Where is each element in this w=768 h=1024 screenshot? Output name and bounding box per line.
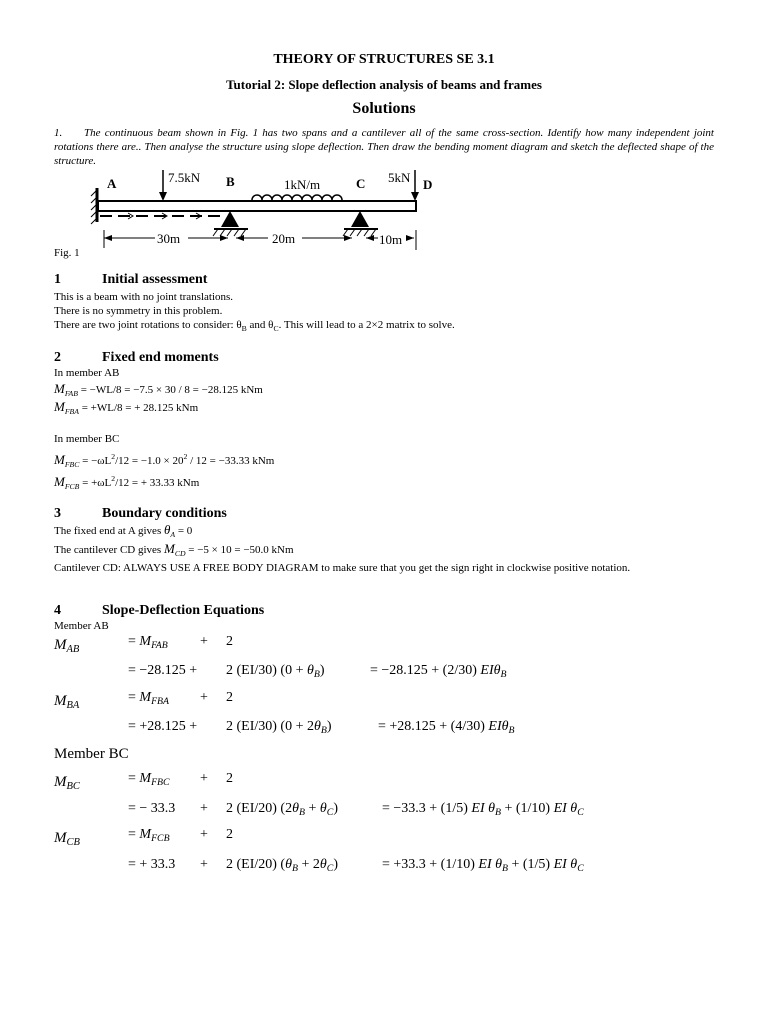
dim-label-cd: 10m [379, 232, 403, 247]
s2-member-ab: In member AB [54, 367, 120, 379]
solutions-heading: Solutions [352, 100, 416, 117]
problem-text: The continuous beam shown in Fig. 1 has two spans and a cantilever all of the same cross-section. Identify how many independent joint rotations there are.. Then analyse the structure using slope deflection. Then draw the bending moment diagram and sketch the deflected shape of the structure. [54, 127, 714, 167]
beam-figure [0, 0, 768, 260]
sd-mba-lhs: $M_{BA}$ [54, 693, 80, 711]
section-1-number: 1 [54, 272, 61, 287]
section-2-number: 2 [54, 350, 61, 365]
section-3-number: 3 [54, 506, 61, 521]
figure-caption: Fig. 1 [54, 247, 80, 259]
point-load-ab [159, 170, 167, 201]
sd-mcb-line1: = $M_{FCB}$ [128, 827, 170, 844]
section-4-number: 4 [54, 603, 61, 618]
sd-mcb-line2: = + 33.3 [128, 857, 176, 872]
label-c: C [356, 176, 366, 191]
sd-mba-line2c: = +28.125 + (4/30) EIθ$_B$ [378, 719, 515, 736]
label-b: B [226, 174, 235, 189]
bc-fixed-a: The fixed end at A gives $\theta_A = 0$ [54, 522, 193, 539]
section-2-title: Fixed end moments [102, 350, 219, 365]
sd-mab-line2c: = −28.125 + (2/30) EIθ$_B$ [370, 663, 507, 680]
s4-member-ab: Member AB [54, 620, 109, 632]
fem-bc: $M_{FBC} = -\omega L^2/12 = -1.0 \times 20^2 / 12 = -33.33$ kNm [54, 452, 275, 469]
fem-ba: $M_{FBA} = +WL/8$ = + 28.125 kNm [54, 399, 199, 416]
sd-mbc-line2c: = −33.3 + (1/5) EI $\theta_B + (1/10)$ EI $\theta_C$ [382, 801, 584, 818]
section-4-title: Slope-Deflection Equations [102, 603, 265, 618]
sd-mbc-line1: = $M_{FBC}$ [128, 771, 170, 788]
document-title: THEORY OF STRUCTURES SE 3.1 [273, 52, 495, 67]
sd-mcb-line2b: 2 (EI/20) $(\theta_B + 2\theta_C)$ [226, 857, 338, 874]
sd-mab-line2: = −28.125 + [128, 663, 198, 678]
sd-mab-lhs: $M_{AB}$ [54, 637, 80, 655]
problem-number: 1. [54, 127, 63, 139]
sd-mcb-two: 2 [226, 827, 233, 842]
s4-member-bc: Member BC [54, 746, 129, 762]
s1-line2: There is no symmetry in this problem. [54, 305, 223, 317]
sd-mcb-line2c: = +33.3 + (1/10) EI $\theta_B + (1/5)$ EI $\theta_C$ [382, 857, 584, 874]
sd-mba-two: 2 [226, 690, 233, 705]
label-a: A [107, 176, 117, 191]
dim-label-bc: 20m [272, 231, 296, 246]
span-ab-markings [100, 213, 220, 219]
sd-mcb-plus2: + [200, 857, 208, 872]
sd-mbc-two: 2 [226, 771, 233, 786]
sd-mab-line2b: 2 (EI/30) $(0 + \theta_B)$ [226, 663, 325, 680]
pin-support-b [213, 211, 248, 236]
load-label-ab: 7.5kN [168, 170, 201, 185]
sd-mcb-lhs: $M_{CB}$ [54, 830, 80, 848]
bc-cantilever: The cantilever CD gives $M_{CD} = -5 \times 10 = -50.0$ kNm [54, 541, 294, 558]
sd-mbc-lhs: $M_{BC}$ [54, 774, 80, 792]
fixed-support-a [91, 188, 97, 224]
pin-support-c [343, 211, 378, 236]
sd-mab-line1: = $M_{FAB}$ [128, 634, 168, 651]
s1-line3: There are two joint rotations to consider: $\theta_B$ and $\theta_C$. This will lead to a 2×2 matrix to solve. [54, 319, 455, 333]
sd-mbc-line2b: 2 (EI/20) $(2\theta_B + \theta_C)$ [226, 801, 338, 818]
sd-mba-plus: + [200, 690, 208, 705]
fem-ab: $M_{FAB} = -WL/8 = -7.5 \times 30 / 8 = -28.125$ kNm [54, 381, 263, 398]
point-load-d [411, 170, 419, 201]
label-d: D [423, 177, 433, 192]
udl-bc [252, 195, 342, 200]
beam [98, 201, 416, 211]
sd-mbc-plus2: + [200, 801, 208, 816]
document-subtitle: Tutorial 2: Slope deflection analysis of beams and frames [226, 77, 542, 92]
sd-mbc-line2: = − 33.3 [128, 801, 176, 816]
s2-member-bc: In member BC [54, 433, 120, 445]
cantilever-note: Cantilever CD: ALWAYS USE A FREE BODY DIAGRAM to make sure that you get the sign right in clockwise positive notation. [54, 562, 631, 574]
load-label-bc: 1kN/m [284, 177, 321, 192]
sd-mba-line1: = $M_{FBA}$ [128, 690, 170, 707]
dim-label-ab: 30m [157, 231, 181, 246]
sd-mcb-plus: + [200, 827, 208, 842]
section-1-title: Initial assessment [102, 272, 208, 287]
sd-mba-line2b: 2 (EI/30) $(0 + 2\theta_B)$ [226, 719, 332, 736]
fem-cb: $M_{FCB} = +\omega L^2/12$ = + 33.33 kNm [54, 474, 200, 491]
section-3-title: Boundary conditions [102, 506, 227, 521]
sd-mab-two: 2 [226, 634, 233, 649]
sd-mbc-plus: + [200, 771, 208, 786]
load-label-d: 5kN [388, 170, 411, 185]
sd-mba-line2: = +28.125 + [128, 719, 198, 734]
s1-line1: This is a beam with no joint translations. [54, 291, 234, 303]
sd-mab-plus: + [200, 634, 208, 649]
